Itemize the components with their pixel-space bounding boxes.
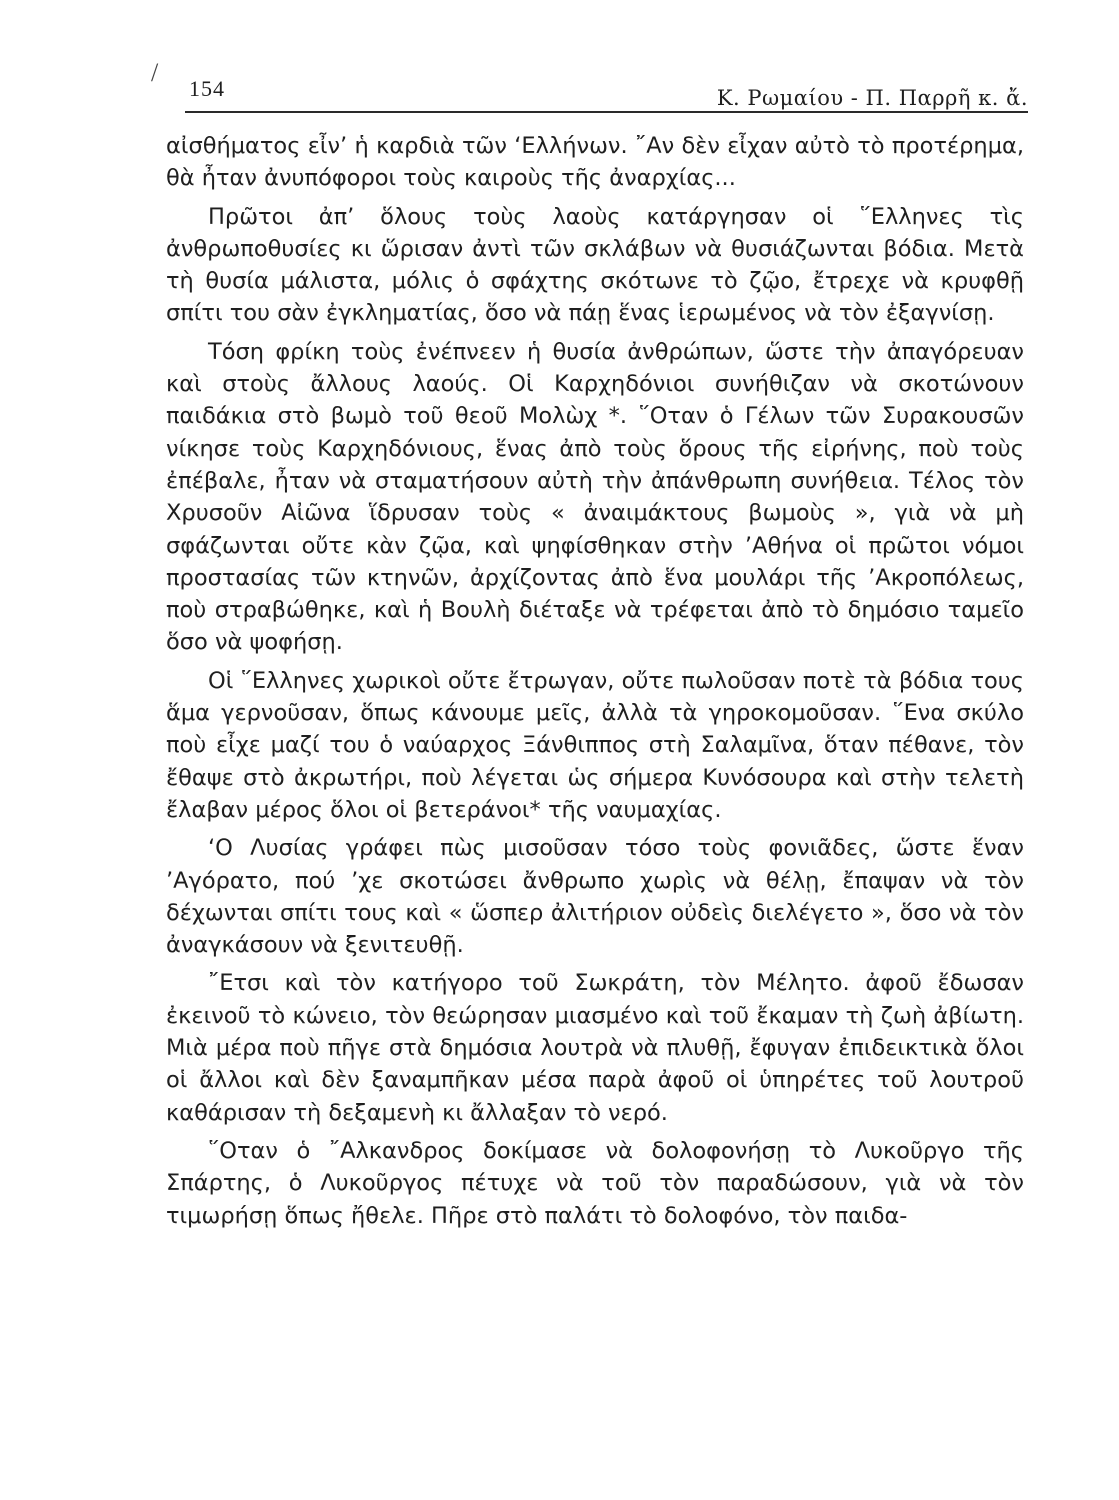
paragraph-meletus: ῎Ετσι καὶ τὸν κατήγορο τοῦ Σωκράτη, τὸν Μέλητο. ἀφοῦ ἔδωσαν ἐκεινοῦ τὸ κώνειο, τὸν θεώρησαν μιασμένο καὶ τοῦ ἔκαμαν τὴ ζωὴ ἀβίωτη. Μιὰ μέρα ποὺ πῆγε στὰ δημόσια λουτρὰ νὰ πλυθῇ, ἔφυγαν ἐπιδεικτικὰ ὅλοι οἱ ἄλλοι καὶ δὲν ξαναμπῆκαν μέσα παρὰ ἀφοῦ οἱ ὑπηρέτες τοῦ λουτροῦ καθάρισαν τὴ δεξαμενὴ κι ἄλλαξαν τὸ νερό.: [166, 970, 1024, 1126]
margin-pencil-mark: /: [151, 58, 159, 87]
body-text: [166, 130, 1024, 1238]
paragraph-human-sacrifice-abolished: Πρῶτοι ἀπ’ ὅλους τοὺς λαοὺς κατάργησαν οἱ ῞Ελληνες τὶς ἀνθρωποθυσίες κι ὥρισαν ἀντὶ τῶν σκλάβων νὰ θυσιάζωνται βόδια. Μετὰ τὴ θυσία μάλιστα, μόλις ὁ σφάχτης σκότωνε τὸ ζῷο, ἔτρεχε νὰ κρυφθῇ σπίτι του σὰν ἐγκληματίας, ὅσο νὰ πάῃ ἕνας ἱερωμένος νὰ τὸν ἐξαγνίσῃ.: [166, 203, 1024, 327]
page-header: [185, 64, 1028, 116]
page-number: 154: [189, 76, 225, 101]
paragraph-horror-of-sacrifice: Τόση φρίκη τοὺς ἐνέπνεεν ἡ θυσία ἀνθρώπων, ὥστε τὴν ἀπαγόρευαν καὶ στοὺς ἄλλους λαούς. Οἱ Καρχηδόνιοι συνήθιζαν νὰ σκοτώνουν παιδάκια στὸ βωμὸ τοῦ θεοῦ Μολὼχ *. ῞Οταν ὁ Γέλων τῶν Συρακουσῶν νίκησε τοὺς Καρχηδόνιους, ἕνας ἀπὸ τοὺς ὅρους τῆς εἰρήνης, ποὺ τοὺς ἐπέβαλε, ἦταν νὰ σταματήσουν αὐτὴ τὴν ἀπάνθρωπη συνήθεια. Τέλος τὸν Χρυσοῦν Αἰῶνα ἵδρυσαν τοὺς « ἀναιμάκτους βωμοὺς », γιὰ νὰ μὴ σφάζωνται οὔτε κὰν ζῷα, καὶ ψηφίσθηκαν στὴν ’Αθήνα οἱ πρῶτοι νόμοι προστασίας τῶν κτηνῶν, ἀρχίζοντας ἀπὸ ἕνα μουλάρι τῆς ’Ακροπόλεως, ποὺ στραβώθηκε, καὶ ἡ Βουλὴ διέταξε νὰ τρέφεται ἀπὸ τὸ δημόσιο ταμεῖο ὅσο νὰ ψοφήσῃ.: [166, 338, 1024, 656]
paragraph-continuation: αἰσθήματος εἶν’ ἡ καρδιὰ τῶν ‘Ελλήνων. ῎Αν δὲν εἶχαν αὐτὸ τὸ προτέρημα, θὰ ἦταν ἀνυπόφοροι τοὺς καιροὺς τῆς ἀναρχίας...: [166, 133, 1024, 192]
running-head-authors: Κ. Ρωμαίου - Π. Παρρῆ κ. ἄ.: [716, 86, 1028, 110]
header-rule: [185, 111, 1028, 113]
paragraph-alkandros-lycurgus: ῞Οταν ὁ ῎Αλκανδρος δοκίμασε νὰ δολοφονήσῃ τὸ Λυκοῦργο τῆς Σπάρτης, ὁ Λυκοῦργος πέτυχε νὰ τοῦ τὸν παραδώσουν, γιὰ νὰ τὸν τιμωρήσῃ ὅπως ἤθελε. Πῆρε στὸ παλάτι τὸ δολοφόνο, τὸν παιδα-: [166, 1137, 1024, 1229]
paragraph-lysias-murderers: ‘Ο Λυσίας γράφει πὼς μισοῦσαν τόσο τοὺς φονιᾶδες, ὥστε ἕναν ’Αγόρατο, πού ’χε σκοτώσει ἄνθρωπο χωρὶς νὰ θέλῃ, ἔπαψαν νὰ τὸν δέχωνται σπίτι τους καὶ « ὥσπερ ἀλιτήριον οὐδεὶς διελέγετο », ὅσο νὰ τὸν ἀναγκάσουν νὰ ξενιτευθῇ.: [166, 835, 1024, 959]
paragraph-farmers-oxen: Οἱ ῞Ελληνες χωρικοὶ οὔτε ἔτρωγαν, οὔτε πωλοῦσαν ποτὲ τὰ βόδια τους ἅμα γερνοῦσαν, ὅπως κάνουμε μεῖς, ἀλλὰ τὰ γηροκομοῦσαν. ῞Ενα σκύλο ποὺ εἶχε μαζί του ὁ ναύαρχος Ξάνθιππος στὴ Σαλαμῖνα, ὅταν πέθανε, τὸν ἔθαψε στὸ ἀκρωτήρι, ποὺ λέγεται ὡς σήμερα Κυνόσουρα καὶ στὴν τελετὴ ἔλαβαν μέρος ὅλοι οἱ βετεράνοι* τῆς ναυμαχίας.: [166, 667, 1024, 823]
